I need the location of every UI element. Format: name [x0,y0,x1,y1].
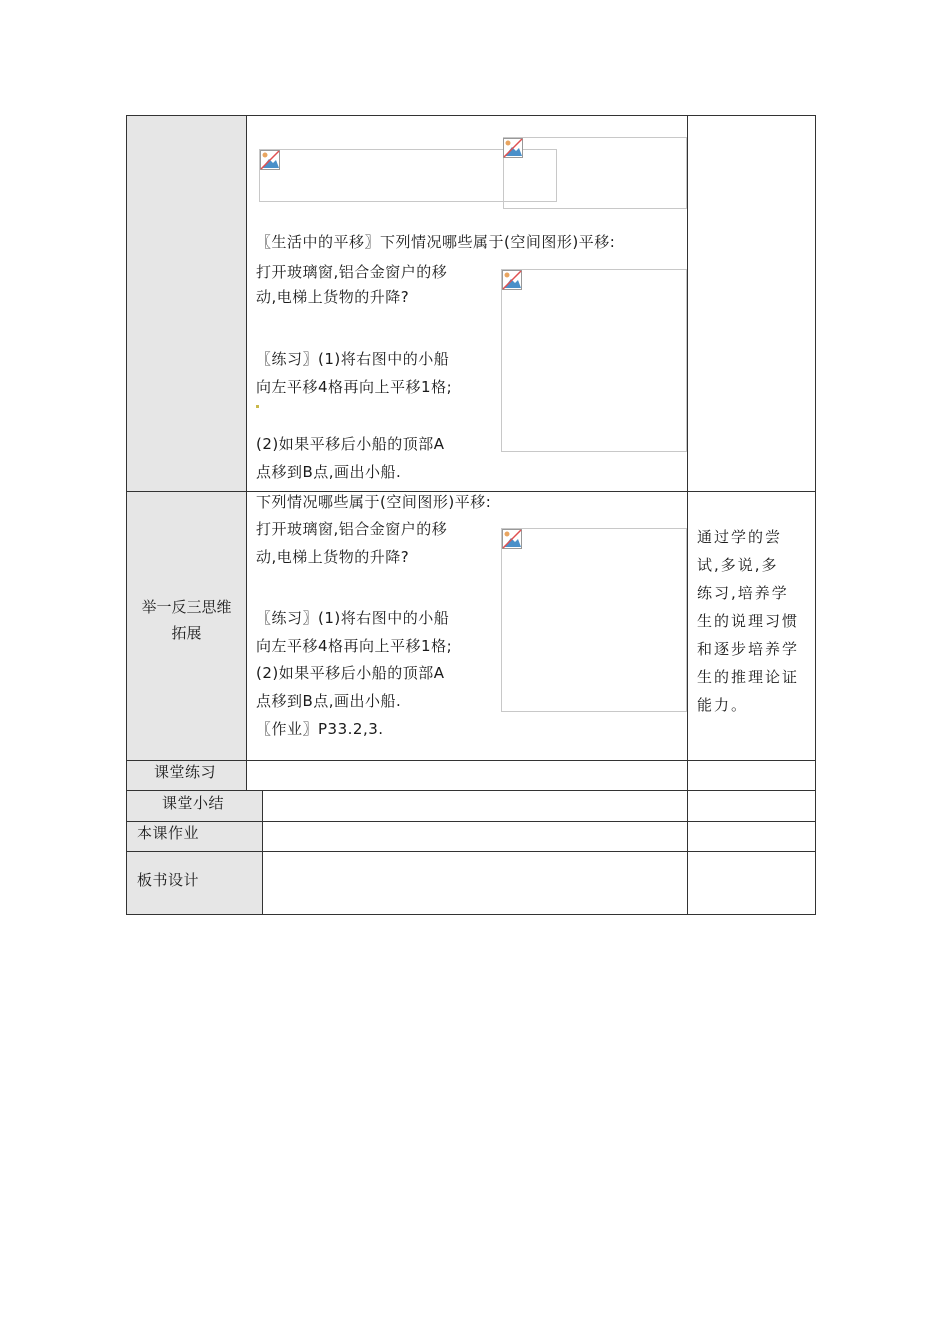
content-line: 动,电梯上货物的升降? [256,288,410,306]
exercise-line: (2)如果平移后小船的顶部A [256,664,445,682]
note-line: 试,多说,多 [697,556,779,574]
note-line: 和逐步培养学 [697,640,800,658]
content-line: 动,电梯上货物的升降? [256,548,410,566]
exercise-line: 点移到B点,画出小船. [256,692,402,710]
exercise-line: 向左平移4格再向上平移1格; [256,637,453,655]
exercise-line: 〖练习〗(1)将右图中的小船 [256,609,450,627]
row-divider [126,851,816,852]
note-line: 生的说理习惯 [697,612,800,630]
note-line: 练习,培养学 [697,584,789,602]
broken-image-icon [502,270,522,290]
row-divider [126,821,816,822]
content-line: 打开玻璃窗,铝合金窗户的移 [256,263,448,281]
row-label-board-design: 板书设计 [137,871,200,889]
label-shade-row1 [127,116,246,492]
row-label-class-summary: 课堂小结 [162,794,225,812]
row-label-class-practice: 课堂练习 [154,763,217,781]
broken-image-icon [503,138,523,158]
table-border-top [126,115,816,116]
note-line: 通过学的尝 [697,528,783,546]
label-column-divider-lower [262,790,263,915]
broken-image-icon [260,150,280,170]
row-divider [126,760,816,761]
content-line: 下列情况哪些属于(空间图形)平移: [256,493,492,511]
notes-column-divider [687,115,688,915]
note-line: 能力。 [697,696,749,714]
section-heading-translation: 〖生活中的平移〗下列情况哪些属于(空间图形)平移: [256,233,616,251]
image-placeholder [501,269,687,452]
homework-line: 〖作业〗P33.2,3. [256,720,384,738]
exercise-line: 点移到B点,画出小船. [256,463,402,481]
label-column-divider [246,115,247,791]
marker-dot [256,405,259,408]
exercise-line: (2)如果平移后小船的顶部A [256,435,445,453]
table-border-right [815,115,816,915]
exercise-line: 向左平移4格再向上平移1格; [256,378,453,396]
exercise-line: 〖练习〗(1)将右图中的小船 [256,350,450,368]
row-label-extension [127,594,246,646]
table-border-left [126,115,127,915]
row-label-homework: 本课作业 [137,824,200,842]
row-label-line: 拓展 [171,624,202,642]
image-placeholder [501,528,687,712]
row-label-line: 举一反三思维 [141,598,232,616]
row-divider [126,790,816,791]
content-line: 打开玻璃窗,铝合金窗户的移 [256,520,448,538]
broken-image-icon [502,529,522,549]
table-border-bottom [126,914,816,915]
note-line: 生的推理论证 [697,668,800,686]
